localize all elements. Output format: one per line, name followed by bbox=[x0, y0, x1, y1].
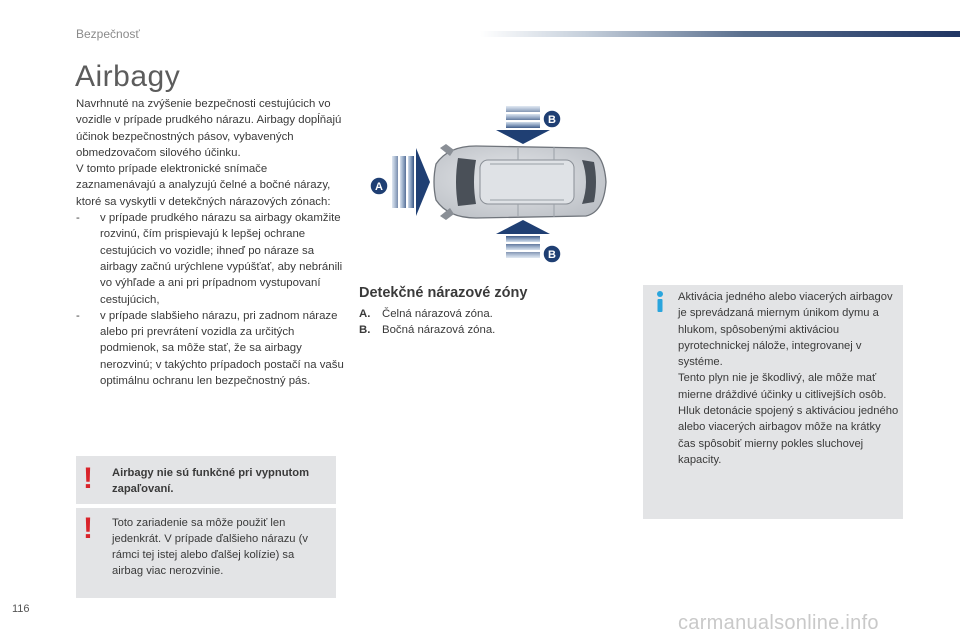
zone-letter: B. bbox=[359, 324, 371, 337]
intro-paragraph-2: V tomto prípade elektronické snímače zaznamenávajú a analyzujú čelné a bočné nárazy, ktoré sa vyskytli v detekčných nárazových zónach: bbox=[76, 163, 331, 208]
info-paragraph-2: Tento plyn nie je škodlivý, ale môže mať mierne dráždivé účinky u citlivejších osôb. bbox=[678, 372, 887, 401]
zones-title: Detekčné nárazové zóny bbox=[359, 285, 528, 301]
info-box bbox=[643, 285, 903, 519]
bullet-dash: - bbox=[76, 309, 80, 322]
info-paragraph-3: Hluk detonácie spojený s aktiváciou jedného alebo viacerých airbagov môže na krátky čas spôsobiť mierny pokles sluchovej kapacity. bbox=[678, 405, 899, 466]
intro-paragraph-1: Navrhnuté na zvýšenie bezpečnosti cestujúcich vo vozidle v prípade prudkého nárazu. Airbagy dopĺňajú účinok bezpečnostných pásov, vybavených obmedzovačom silového účinku. bbox=[76, 98, 342, 159]
car-top-view bbox=[434, 144, 606, 220]
info-icon bbox=[649, 285, 671, 315]
bullet-text: v prípade prudkého nárazu sa airbagy okamžite rozvinú, čím prispievajú k lepšej ochrane cestujúcich vo vozidle; ihneď po náraze sa airbagy začnú urýchlene vypúšťať, aby nebránili vo výhľade a ani pri prípadnom vystupovaní cestujúcich, bbox=[100, 212, 343, 306]
zone-item-b bbox=[359, 322, 495, 338]
section-label: Bezpečnosť bbox=[76, 27, 140, 41]
zone-item-a bbox=[359, 306, 495, 322]
impact-zones-diagram bbox=[358, 100, 620, 270]
intro-bullet-list bbox=[76, 210, 344, 389]
warning-text: Toto zariadenie sa môže použiť len jedenkrát. V prípade ďalšieho nárazu (v rámci tej istej alebo ďalšej kolízie) sa airbag viac nerozvinie. bbox=[112, 517, 308, 577]
intro-text bbox=[76, 96, 344, 389]
zones-list bbox=[359, 306, 495, 339]
bullet-dash: - bbox=[76, 212, 80, 225]
page-number: 116 bbox=[12, 603, 30, 615]
bullet-text: v prípade slabšieho nárazu, pri zadnom náraze alebo pri prevrátení vozidla za určitých podmienok, sa môže stať, že sa airbagy nerozvinú; v takýchto prípadoch postačí na vašu optimálnu ochranu len bezpečnostný pás. bbox=[100, 309, 344, 388]
info-paragraph-1: Aktivácia jedného alebo viacerých airbagov je sprevádzaná miernym únikom dymu a hlukom, spôsobenými aktiváciou pyrotechnickej nálože, integrovanej v systéme. bbox=[678, 291, 893, 369]
svg-text:A: A bbox=[375, 181, 383, 193]
zone-text: Bočná nárazová zóna. bbox=[382, 324, 496, 337]
warning-box-ignition bbox=[76, 456, 336, 504]
page-title: Airbagy bbox=[75, 60, 181, 93]
zone-letter: A. bbox=[359, 308, 371, 320]
zone-badge-b-top bbox=[543, 110, 561, 128]
warning-icon: ! bbox=[83, 462, 93, 495]
svg-text:B: B bbox=[548, 114, 556, 126]
watermark: carmanualsonline.info bbox=[678, 612, 879, 634]
svg-text:B: B bbox=[548, 249, 556, 261]
zone-text: Čelná nárazová zóna. bbox=[382, 308, 493, 320]
intro-bullet bbox=[76, 308, 344, 389]
info-text bbox=[678, 289, 899, 468]
warning-icon: ! bbox=[83, 512, 93, 545]
warning-text: Airbagy nie sú funkčné pri vypnutom zapaľovaní. bbox=[112, 467, 310, 495]
warning-box-single-use bbox=[76, 508, 336, 598]
zone-badge-b-bottom bbox=[543, 245, 561, 263]
zone-badge-a bbox=[370, 177, 388, 195]
header-bar bbox=[480, 31, 960, 37]
intro-bullet bbox=[76, 210, 344, 308]
